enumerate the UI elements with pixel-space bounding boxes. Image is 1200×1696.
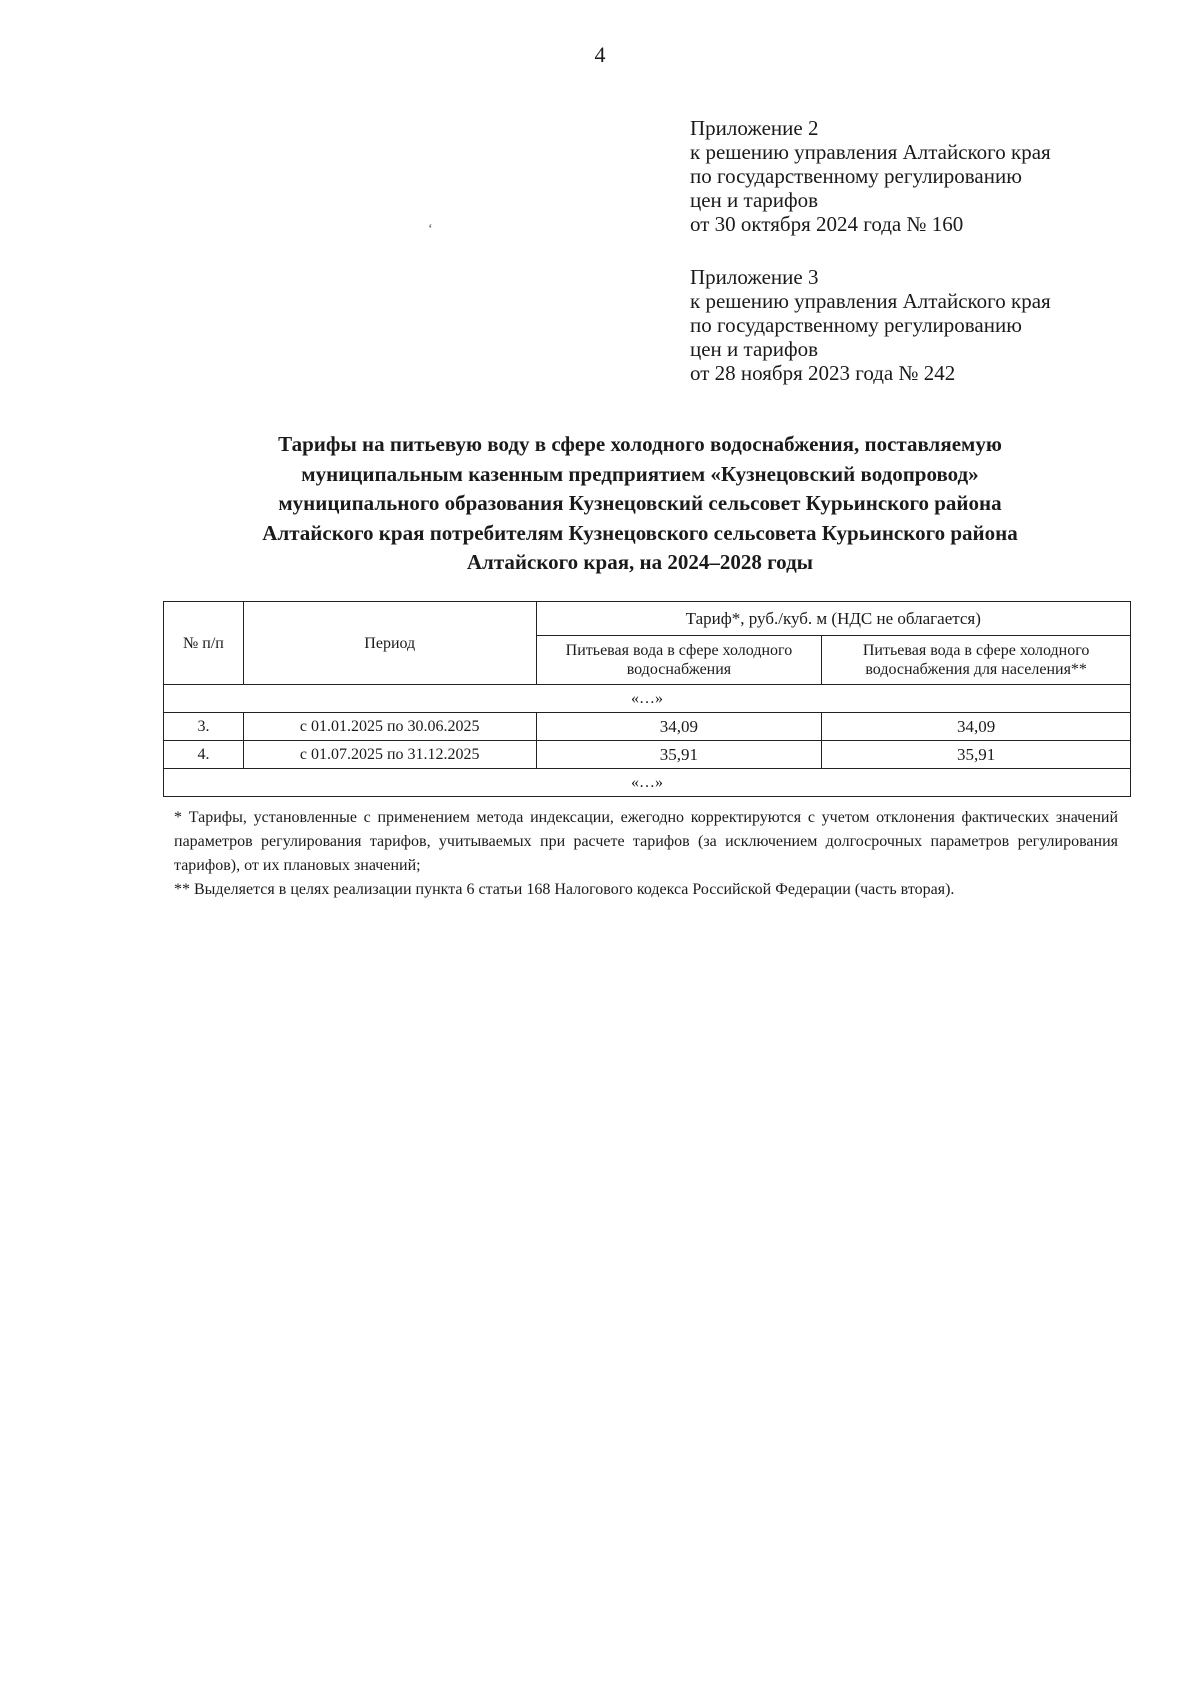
row-period: с 01.07.2025 по 31.12.2025 (243, 741, 536, 769)
row-period: с 01.01.2025 по 30.06.2025 (243, 713, 536, 741)
appendix-3-block (690, 265, 1170, 385)
ellipsis-bottom: «…» (164, 769, 1131, 797)
footnote-2: ** Выделяется в целях реализации пункта 6 статьи 168 Налогового кодекса Российской Федерации (часть вторая). (174, 881, 955, 898)
header-tariff-population: Питьевая вода в сфере холодного водоснабжения для населения** (822, 636, 1131, 685)
footnotes (174, 806, 1118, 902)
tariff-table (163, 601, 1131, 797)
ellipsis-top: «…» (164, 685, 1131, 713)
title-line: муниципальным казенным предприятием «Кузнецовский водопровод» (301, 461, 979, 486)
appendix-2-line: цен и тарифов (690, 188, 819, 212)
title-line: муниципального образования Кузнецовский сельсовет Курьинского района (278, 491, 1002, 515)
appendix-2-block (690, 116, 1170, 236)
appendix-2-line: к решению управления Алтайского края (690, 140, 1051, 164)
table-row-ellipsis (164, 769, 1131, 797)
title-line: Алтайского края потребителям Кузнецовского сельсовета Курьинского района (262, 520, 1018, 545)
stray-mark: ‘ (428, 222, 433, 237)
header-period: Период (243, 602, 536, 685)
appendix-3-date: от 28 ноября 2023 года № 242 (690, 361, 956, 385)
table-row (164, 741, 1131, 769)
appendix-3-line: цен и тарифов (690, 337, 819, 361)
footnote-1: * Тарифы, установленные с применением метода индексации, ежегодно корректируются с учетом отклонения фактических значений параметров регулирования тарифов, учитываемых при расчете тарифов (за исключением долгосрочных параметров регулирования тарифов), от их плановых значений; (174, 809, 1118, 874)
header-tariff-cold-water: Питьевая вода в сфере холодного водоснабжения (536, 636, 822, 685)
row-number: 3. (164, 713, 244, 741)
appendix-3-line: по государственному регулированию (690, 313, 1022, 337)
title-line: Алтайского края, на 2024–2028 годы (466, 550, 814, 574)
appendix-3-line: к решению управления Алтайского края (690, 289, 1051, 313)
page-number: 4 (594, 42, 606, 67)
appendix-3-heading: Приложение 3 (690, 265, 819, 289)
table-row-ellipsis (164, 685, 1131, 713)
row-tariff-population: 34,09 (822, 713, 1131, 741)
header-tariff: Тариф*, руб./куб. м (НДС не облагается) (536, 602, 1130, 636)
row-tariff-cold-water: 35,91 (536, 741, 822, 769)
row-tariff-cold-water: 34,09 (536, 713, 822, 741)
row-tariff-population: 35,91 (822, 741, 1131, 769)
appendix-2-line: по государственному регулированию (690, 164, 1022, 188)
row-number: 4. (164, 741, 244, 769)
document-title (160, 430, 1120, 578)
title-line: Тарифы на питьевую воду в сфере холодного водоснабжения, поставляемую (278, 432, 1002, 456)
table-header-row (164, 602, 1131, 636)
header-number: № п/п (164, 602, 244, 685)
appendix-2-heading: Приложение 2 (690, 116, 819, 140)
appendix-2-date: от 30 октября 2024 года № 160 (690, 212, 964, 236)
table-row (164, 713, 1131, 741)
